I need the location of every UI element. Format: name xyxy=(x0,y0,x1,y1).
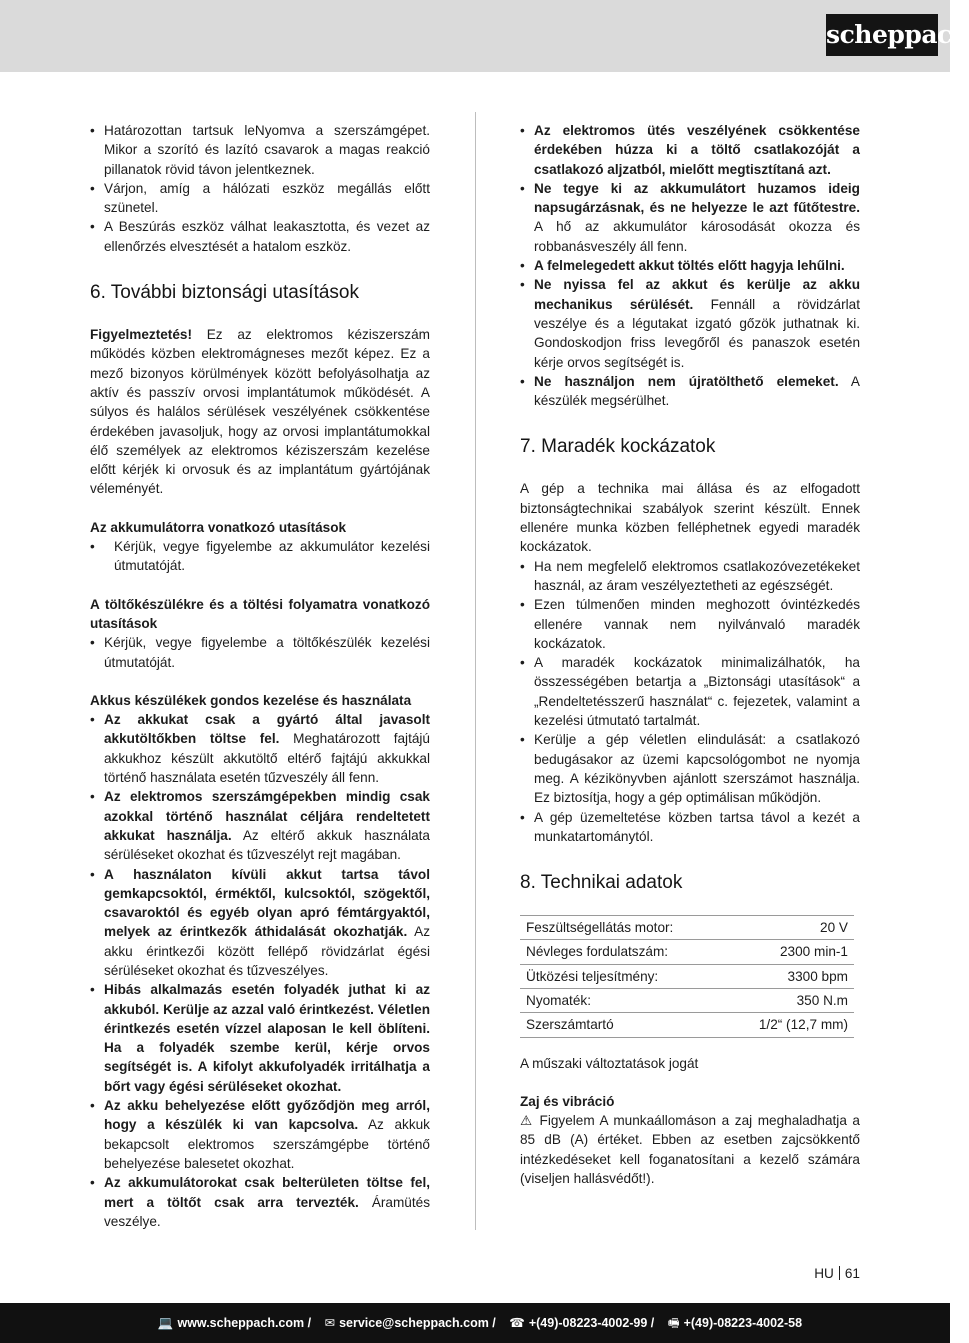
section-7-intro: A gép a technika mai állása és az elfogadott biztonságtechnikai szabályok szerint készült. Ennek ellenére munka közben felléphetnek egyedi maradék kockázatok. xyxy=(520,481,860,555)
table-cell-label: Szerszámtartó xyxy=(520,1013,724,1037)
list-item: • Ezen túlmenően minden meghozott óvintézkedés ellenére vannak nem nyilvánvaló maradék kockázatok. xyxy=(520,595,860,653)
table-cell-value: 3300 bpm xyxy=(724,964,854,988)
bold-text: Ne használjon nem újratölthető elemeket. xyxy=(534,373,839,389)
list-item xyxy=(520,179,860,256)
column-divider xyxy=(475,112,476,1230)
footer-phone: +(49)-08223-4002-99 / xyxy=(528,1316,655,1330)
section-8-title: 8. Technikai adatok xyxy=(520,872,683,894)
mail-icon: ✉ xyxy=(324,1316,336,1330)
safety-list xyxy=(520,121,860,410)
normal-text: Az akku érintkezői között fellépő rövidzárlat égési sérüléseket okozhat és tűzveszélyes. xyxy=(104,924,431,978)
tech-data-table xyxy=(520,915,854,1037)
phone-icon: ☎ xyxy=(509,1316,525,1330)
battery-heading: Az akkumulátorra vonatkozó utasítások xyxy=(90,519,347,535)
tech-note: A műszaki változtatások jogát xyxy=(520,1055,699,1071)
language-code: HU xyxy=(814,1266,834,1281)
fax-icon: 🖷 xyxy=(667,1316,680,1330)
bold-text: A felmelegedett akkut töltés előtt hagyja lehűlni. xyxy=(534,258,845,274)
care-list xyxy=(90,710,430,1231)
normal-text: Az akkuk bekapcsolt elektromos szerszámgépbe történő behelyezése balesetet okozhat. xyxy=(104,1117,430,1171)
bold-text: Ne nyissa fel az akkut és kerülje az akku mechanikus sérülését. xyxy=(534,277,860,312)
normal-text: A készülék megsérülhet. xyxy=(534,373,860,409)
table-row xyxy=(520,1013,854,1037)
scheppach-logo: scheppach xyxy=(826,14,938,56)
table-cell-value: 2300 min-1 xyxy=(724,940,854,964)
list-item: • A maradék kockázatok minimalizálhatók, ha összességében betartja a „Biztonsági utasítások“ a „Rendeltetésszerű használat“ c. fejezetek, valamint a kezelési útmutató tartalmát. xyxy=(520,653,860,730)
table-cell-value: 20 V xyxy=(724,916,854,940)
bold-text: Hibás alkalmazás esetén folyadék juthat ki az akkuból. Kerülje az azzal való érintkezést. Véletlen érintkezés esetén vízzel alaposan le kell öblíteni. Ha a folyadék szembe kerül, kérje orvos segítségét is. A kifolyt akkufolyadék irritálhatja a bőrt vagy égési sérüléseket okozhat. xyxy=(104,982,430,1094)
list-item: • Kérjük, vegye figyelembe a töltőkészülék kezelési útmutatóját. xyxy=(90,633,430,672)
table-cell-value: 1/2“ (12,7 mm) xyxy=(724,1013,854,1037)
list-item xyxy=(520,121,860,179)
table-row xyxy=(520,988,854,1012)
bold-text: Az akkumulátorokat csak belterületen töltse fel, mert a töltőt csak arra tervezték. xyxy=(104,1175,430,1210)
list-item: • Ha nem megfelelő elektromos csatlakozóvezetékeket használ, az áram veszélyeztetheti az egészségét. xyxy=(520,557,860,596)
bold-text: Ne tegye ki az akkumulátort huzamos ideig napsugárzásnak, és ne helyezze le azt fűtőtestre. xyxy=(534,180,860,216)
left-column xyxy=(90,121,430,1231)
table-cell-value: 350 N.m xyxy=(724,988,854,1012)
list-item: • Várjon, amíg a hálózati eszköz megállás előtt szünetel. xyxy=(90,179,430,218)
table-cell-label: Nyomaték: xyxy=(520,988,724,1012)
care-heading: Akkus készülékek gondos kezelése és használata xyxy=(90,692,412,708)
bold-text: Az akkukat csak a gyártó által javasolt akkutöltőkben töltse fel. xyxy=(104,712,430,747)
noise-heading: Zaj és vibráció xyxy=(520,1093,615,1109)
list-item xyxy=(90,980,430,1096)
list-item xyxy=(90,1173,430,1231)
intro-list xyxy=(90,121,430,256)
warning-paragraph xyxy=(90,325,430,499)
list-item: • Határozottan tartsuk leNyomva a szerszámgépet. Mikor a szorító és lazító csavarok a magas reakció pillanatok rövid távon jelentkeznek. xyxy=(90,121,430,179)
bold-text: Az elektromos szerszámgépekben mindig csak azokkal történő használat céljára rendeltetett akkukat használja. xyxy=(104,789,430,843)
bold-text: Az akku behelyezése előtt győződjön meg arról, hogy a készülék ki van kapcsolva. xyxy=(104,1098,430,1133)
table-row xyxy=(520,916,854,940)
bold-text: Az elektromos ütés veszélyének csökkentése érdekében húzza ki a töltő csatlakozóját a csatlakozó aljzatból, mielőtt megtisztítaná azt. xyxy=(534,123,860,177)
normal-text: Az eltérő akkuk használata sérüléseket okozhat és tűzveszélyt rejt magában. xyxy=(104,827,430,863)
risk-list xyxy=(520,557,860,846)
footer-bar xyxy=(0,1303,950,1343)
list-item: • A Beszúrás eszköz válhat leakasztotta, és vezet az ellenőrzés elvesztését a hatalom eszköz. xyxy=(90,217,430,256)
page-number-value: 61 xyxy=(844,1266,860,1281)
list-item xyxy=(520,256,860,275)
noise-text: ⚠ Figyelem A munkaállomáson a zaj meghaladhatja a 85 dB (A) értéket. Ebben az esetben zajcsökkentő intézkedéseket kell foganatosítani a kezelő számára (viseljen hallásvédőt!). xyxy=(520,1113,860,1187)
section-6-title: 6. További biztonsági utasítások xyxy=(90,282,359,304)
list-item: • Kerülje a gép véletlen elindulását: a csatlakozó bedugásakor az üzemi kapcsológombot ne nyomja meg. A kézikönyvben ajánlott szerszámot használja. Ez biztosítja, hogy a gép optimálisan működjön. xyxy=(520,730,860,807)
list-item xyxy=(520,275,860,371)
normal-text: Fennáll a rövidzárlat veszélye és a légutakat izgató gőzök juthatnak ki. Gondoskodjon friss levegőről és panaszok esetén kérje orvos segítségét is. xyxy=(534,296,860,370)
list-item xyxy=(90,787,430,864)
footer-fax: +(49)-08223-4002-58 xyxy=(683,1316,803,1330)
computer-icon: 💻 xyxy=(157,1316,174,1330)
table-cell-label: Feszültségellátás motor: xyxy=(520,916,724,940)
charger-heading: A töltőkészülékre és a töltési folyamatra vonatkozó utasítások xyxy=(90,596,430,631)
page-number xyxy=(814,1264,860,1283)
bold-text: A használaton kívüli akkut tartsa távol gemkapcsoktól, érméktől, kulcsoktól, szögektől, csavaroktól és egyéb olyan apró fémtárgyaktól, melyek az érintkezők áthidalását okozhatják. xyxy=(104,866,430,940)
right-column xyxy=(520,121,860,1188)
list-item xyxy=(90,865,430,981)
footer-mail[interactable]: service@scheppach.com / xyxy=(339,1316,496,1330)
list-item xyxy=(90,710,430,787)
list-item: • Kérjük, vegye figyelembe az akkumulátor kezelési útmutatóját. xyxy=(90,537,430,576)
table-cell-label: Névleges fordulatszám: xyxy=(520,940,724,964)
list-item xyxy=(90,1096,430,1173)
header-bar xyxy=(0,0,969,72)
section-7-title: 7. Maradék kockázatok xyxy=(520,436,716,458)
footer-web[interactable]: www.scheppach.com / xyxy=(177,1316,312,1330)
table-row xyxy=(520,940,854,964)
warning-label: Figyelmeztetés! xyxy=(90,327,192,343)
table-row xyxy=(520,964,854,988)
normal-text: A hő az akkumulátor károsodását okozza és robbanásveszély áll fenn. xyxy=(534,219,860,254)
warning-text: Ez az elektromos kéziszerszám működés közben elektromágneses mezőt képez. Ez a mező bizonyos körülmények között befolyásolhatja az aktív és passzív orvosi implantátumok működését. A súlyos és halálos sérülések veszélyének csökkentése érdekében javasoljuk, hogy az orvosi implantátumokkal élő személyek az elektromos kéziszerszám kezelése előtt kérjék ki orvosuk és az implantátum gyártójának véleményét. xyxy=(90,327,430,497)
list-item xyxy=(520,372,860,411)
charger-list xyxy=(90,633,430,672)
normal-text: Áramütés veszélye. xyxy=(104,1194,430,1229)
normal-text: Meghatározott fajtájú akkukhoz készült akkutöltő eltérő fajtájú akkukkal történő használata esetén tűzveszély áll fenn. xyxy=(104,731,430,786)
battery-list xyxy=(90,537,430,576)
list-item: • A gép üzemeltetése közben tartsa távol a kezét a munkatartománytól. xyxy=(520,808,860,847)
table-cell-label: Ütközési teljesítmény: xyxy=(520,964,724,988)
